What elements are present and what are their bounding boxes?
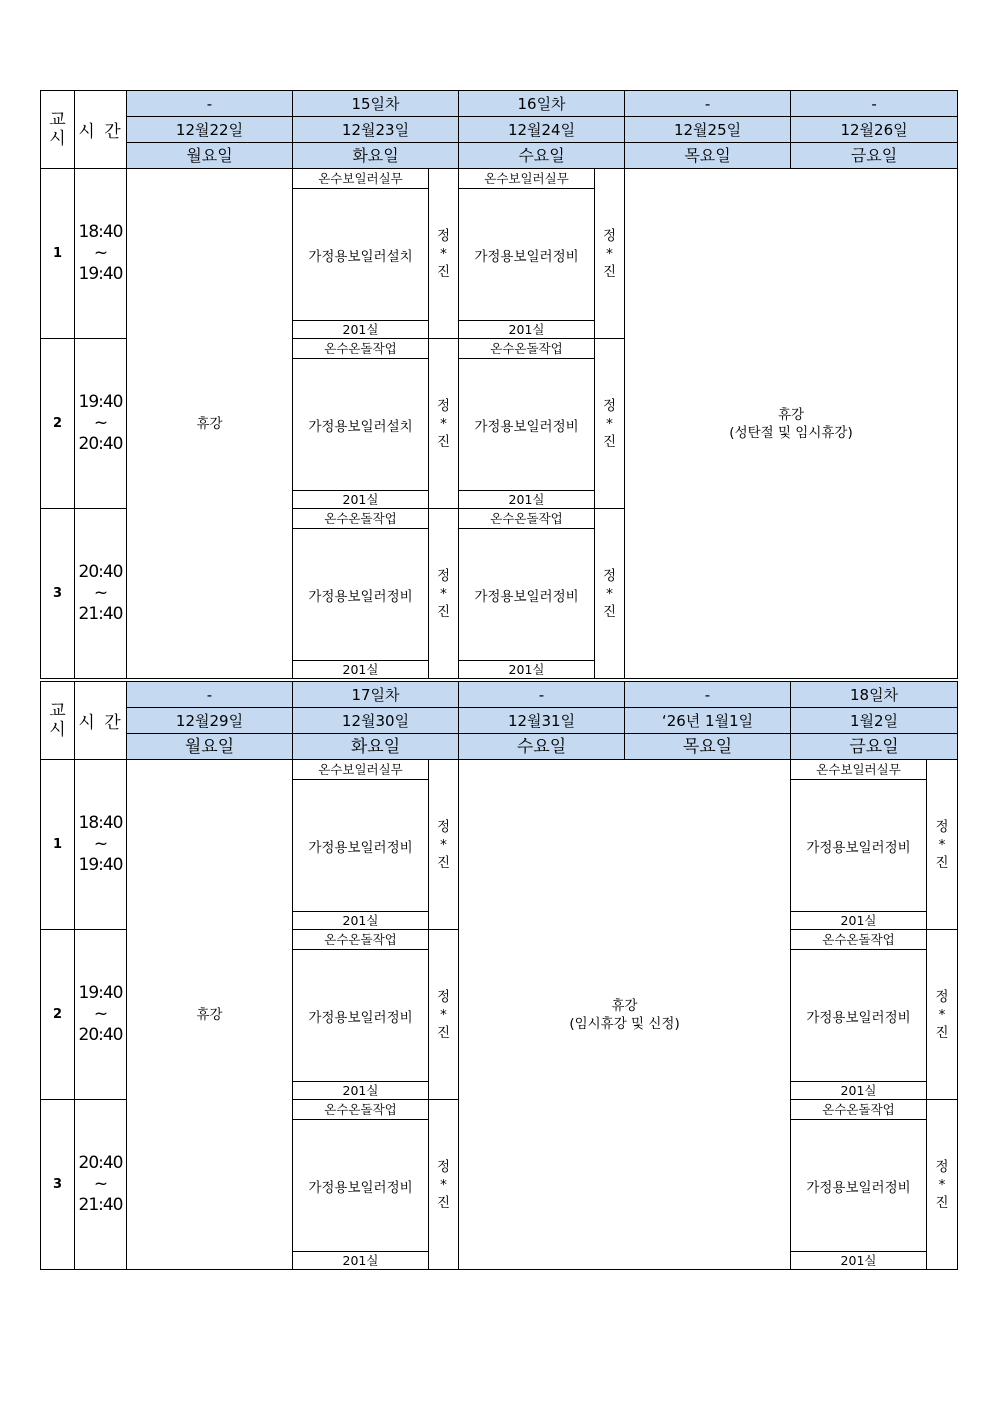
class-topic: 온수온돌작업 xyxy=(293,339,429,359)
instructor: 정 * 진 xyxy=(595,169,625,339)
class-subject: 가정용보일러정비 xyxy=(459,189,595,321)
instructor: 정 * 진 xyxy=(429,509,459,679)
class-room: 201실 xyxy=(293,1082,429,1100)
date: 12월30일 xyxy=(293,708,459,734)
class-topic: 온수온돌작업 xyxy=(293,1100,429,1120)
period-number: 3 xyxy=(41,1100,75,1270)
class-subject: 가정용보일러정비 xyxy=(293,950,429,1082)
date: 12월26일 xyxy=(791,117,958,143)
date: 12월24일 xyxy=(459,117,625,143)
class-topic: 온수온돌작업 xyxy=(293,509,429,529)
header-row-weekday xyxy=(41,143,958,169)
day-number: - xyxy=(625,91,791,117)
class-subject: 가정용보일러정비 xyxy=(791,950,927,1082)
header-row-daynum xyxy=(41,91,958,117)
date: 12월31일 xyxy=(459,708,625,734)
period-number: 2 xyxy=(41,930,75,1100)
day-number: - xyxy=(127,682,293,708)
class-subject: 가정용보일러정비 xyxy=(791,1120,927,1252)
class-topic: 온수보일러실무 xyxy=(459,169,595,189)
class-room: 201실 xyxy=(293,321,429,339)
weekday: 월요일 xyxy=(127,734,293,760)
class-topic: 온수온돌작업 xyxy=(459,509,595,529)
date: ‘26년 1월1일 xyxy=(625,708,791,734)
holiday-rest-cell: 휴강 (임시휴강 및 신정) xyxy=(459,760,791,1270)
class-subject: 가정용보일러정비 xyxy=(293,780,429,912)
instructor: 정 * 진 xyxy=(429,339,459,509)
class-topic: 온수온돌작업 xyxy=(459,339,595,359)
gyosi-header: 교 시 xyxy=(41,682,75,760)
period-time: 20:40 ~ 21:40 xyxy=(75,1100,127,1270)
week2-timetable xyxy=(40,681,958,1270)
class-subject: 가정용보일러정비 xyxy=(293,1120,429,1252)
instructor: 정 * 진 xyxy=(429,760,459,930)
class-room: 201실 xyxy=(293,912,429,930)
period-time: 19:40 ~ 20:40 xyxy=(75,930,127,1100)
weekday: 목요일 xyxy=(625,734,791,760)
header-row-daynum xyxy=(41,682,958,708)
class-subject: 가정용보일러정비 xyxy=(293,529,429,661)
class-subject: 가정용보일러정비 xyxy=(791,780,927,912)
class-topic: 온수보일러실무 xyxy=(293,760,429,780)
instructor: 정 * 진 xyxy=(927,930,958,1100)
class-topic: 온수온돌작업 xyxy=(791,1100,927,1120)
instructor: 정 * 진 xyxy=(429,930,459,1100)
period-time: 18:40 ~ 19:40 xyxy=(75,760,127,930)
class-topic: 온수보일러실무 xyxy=(293,169,429,189)
class-subject: 가정용보일러설치 xyxy=(293,189,429,321)
weekday: 목요일 xyxy=(625,143,791,169)
class-room: 201실 xyxy=(791,1082,927,1100)
class-room: 201실 xyxy=(293,491,429,509)
class-subject: 가정용보일러정비 xyxy=(459,529,595,661)
weekday: 수요일 xyxy=(459,143,625,169)
header-row-weekday xyxy=(41,734,958,760)
instructor: 정 * 진 xyxy=(429,169,459,339)
class-room: 201실 xyxy=(293,661,429,679)
class-topic: 온수온돌작업 xyxy=(293,930,429,950)
gyosi-header: 교 시 xyxy=(41,91,75,169)
day-number: 17일차 xyxy=(293,682,459,708)
day-number: 18일차 xyxy=(791,682,958,708)
instructor: 정 * 진 xyxy=(595,339,625,509)
rest-cell: 휴강 xyxy=(127,760,293,1270)
weekday: 화요일 xyxy=(293,734,459,760)
instructor: 정 * 진 xyxy=(927,760,958,930)
period-number: 3 xyxy=(41,509,75,679)
instructor: 정 * 진 xyxy=(927,1100,958,1270)
class-subject: 가정용보일러설치 xyxy=(293,359,429,491)
date: 12월22일 xyxy=(127,117,293,143)
weekday: 금요일 xyxy=(791,143,958,169)
date: 1월2일 xyxy=(791,708,958,734)
time-header: 시 간 xyxy=(75,91,127,169)
class-room: 201실 xyxy=(791,1252,927,1270)
date: 12월23일 xyxy=(293,117,459,143)
class-room: 201실 xyxy=(459,661,595,679)
period-row xyxy=(41,760,958,780)
date: 12월29일 xyxy=(127,708,293,734)
instructor: 정 * 진 xyxy=(429,1100,459,1270)
weekday: 금요일 xyxy=(791,734,958,760)
period-time: 19:40 ~ 20:40 xyxy=(75,339,127,509)
header-row-date xyxy=(41,117,958,143)
date: 12월25일 xyxy=(625,117,791,143)
period-number: 1 xyxy=(41,169,75,339)
class-topic: 온수보일러실무 xyxy=(791,760,927,780)
class-subject: 가정용보일러정비 xyxy=(459,359,595,491)
class-topic: 온수온돌작업 xyxy=(791,930,927,950)
week1-timetable xyxy=(40,90,958,679)
weekday: 화요일 xyxy=(293,143,459,169)
weekday: 월요일 xyxy=(127,143,293,169)
rest-cell: 휴강 xyxy=(127,169,293,679)
time-header: 시 간 xyxy=(75,682,127,760)
period-number: 1 xyxy=(41,760,75,930)
holiday-rest-cell: 휴강 (성탄절 및 임시휴강) xyxy=(625,169,958,679)
period-number: 2 xyxy=(41,339,75,509)
instructor: 정 * 진 xyxy=(595,509,625,679)
class-room: 201실 xyxy=(459,491,595,509)
day-number: 16일차 xyxy=(459,91,625,117)
class-room: 201실 xyxy=(459,321,595,339)
class-room: 201실 xyxy=(293,1252,429,1270)
period-row xyxy=(41,169,958,189)
weekday: 수요일 xyxy=(459,734,625,760)
header-row-date xyxy=(41,708,958,734)
period-time: 18:40 ~ 19:40 xyxy=(75,169,127,339)
day-number: - xyxy=(459,682,625,708)
day-number: - xyxy=(625,682,791,708)
class-room: 201실 xyxy=(791,912,927,930)
day-number: - xyxy=(791,91,958,117)
period-time: 20:40 ~ 21:40 xyxy=(75,509,127,679)
day-number: 15일차 xyxy=(293,91,459,117)
day-number: - xyxy=(127,91,293,117)
